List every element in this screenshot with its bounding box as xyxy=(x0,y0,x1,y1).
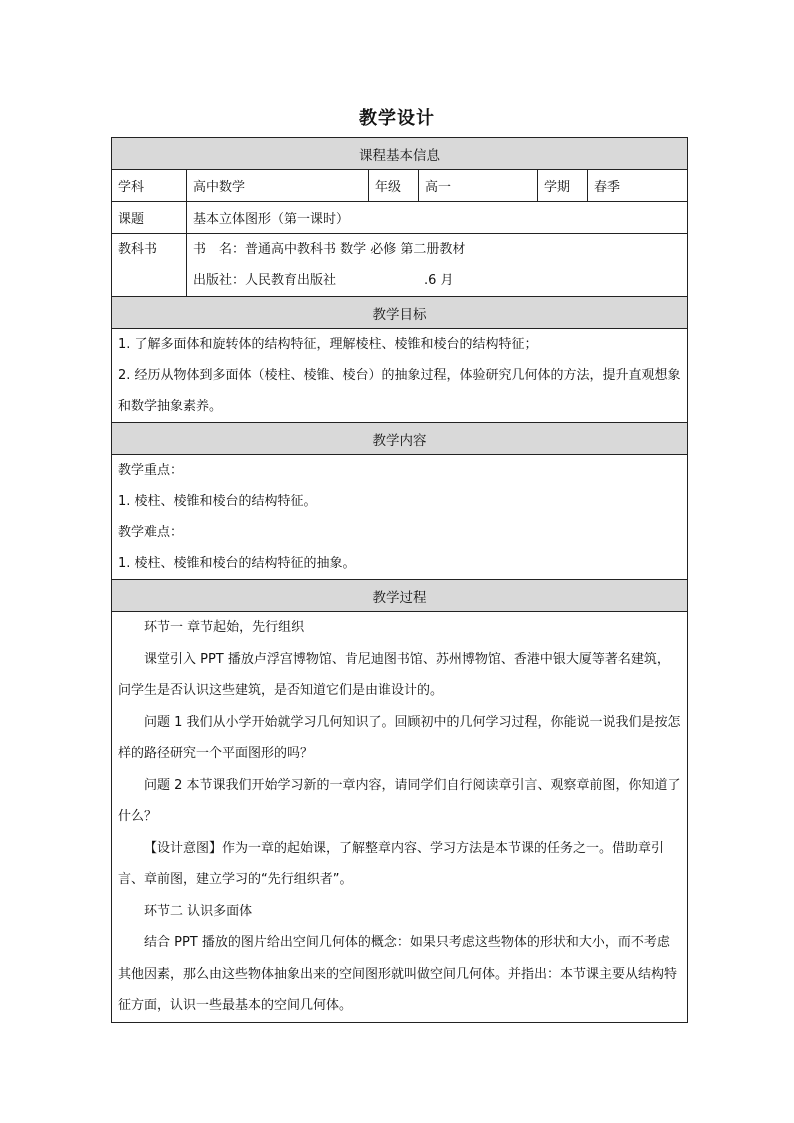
process-paragraph: 结合 PPT 播放的图片给出空间几何体的概念：如果只考虑这些物体的形状和大小，而不考虑其他因素，那么由这些物体抽象出来的空间图形就叫做空间几何体。并指出：本节课主要从结构特征方面，认识一些最基本的空间几何体。 xyxy=(118,935,678,1013)
objectives-header: 教学目标 xyxy=(112,297,688,329)
grade-value: 高一 xyxy=(419,170,538,202)
process-paragraph: 问题 1 我们从小学开始就学习几何知识了。回顾初中的几何学习过程，你能说一说我们是按怎样的路径研究一个平面图形的吗？ xyxy=(118,714,681,761)
lesson-plan-table xyxy=(111,137,688,1023)
publish-month: .6 月 xyxy=(424,273,454,288)
subject-value: 高中数学 xyxy=(187,170,369,202)
key-points-label: 教学重点： xyxy=(118,463,184,478)
textbook-name: 书 名：普通高中教科书 数学 必修 第二册教材 xyxy=(193,242,466,257)
grade-label: 年级 xyxy=(369,170,419,202)
publisher: 出版社：人民教育出版社 xyxy=(193,273,337,288)
textbook-label: 教科书 xyxy=(112,234,187,297)
document-title: 教学设计 xyxy=(359,108,435,129)
process-paragraph: 环节二 认识多面体 xyxy=(144,903,253,919)
topic-value: 基本立体图形（第一课时） xyxy=(187,202,688,234)
difficulty-label: 教学难点： xyxy=(118,525,184,540)
objectives-body xyxy=(112,329,688,423)
process-paragraph: 【设计意图】作为一章的起始课，了解整章内容、学习方法是本节课的任务之一。借助章引言、章前图，建立学习的“先行组织者”。 xyxy=(118,840,665,887)
content-body xyxy=(112,455,688,580)
basic-info-header: 课程基本信息 xyxy=(112,138,688,170)
process-paragraph: 环节一 章节起始，先行组织 xyxy=(144,620,305,635)
textbook-info xyxy=(187,234,688,297)
subject-label: 学科 xyxy=(112,170,187,202)
difficulty-item: 1. 棱柱、棱锥和棱台的结构特征的抽象。 xyxy=(118,556,356,571)
term-label: 学期 xyxy=(538,170,588,202)
topic-label: 课题 xyxy=(112,202,187,234)
key-point-item: 1. 棱柱、棱锥和棱台的结构特征。 xyxy=(118,494,317,509)
process-paragraph: 问题 2 本节课我们开始学习新的一章内容，请同学们自行阅读章引言、观察章前图，你知道了什么？ xyxy=(118,777,681,824)
publisher-line xyxy=(193,265,681,296)
term-value: 春季 xyxy=(588,170,688,202)
content-header: 教学内容 xyxy=(112,423,688,455)
process-body xyxy=(112,612,688,1023)
process-header: 教学过程 xyxy=(112,580,688,612)
objective-item: 2. 经历从物体到多面体（棱柱、棱锥、棱台）的抽象过程，体验研究几何体的方法，提升直观想象和数学抽象素养。 xyxy=(118,368,681,414)
objective-item: 1. 了解多面体和旋转体的结构特征，理解棱柱、棱锥和棱台的结构特征； xyxy=(118,337,538,352)
process-paragraph: 课堂引入 PPT 播放卢浮宫博物馆、肯尼迪图书馆、苏州博物馆、香港中银大厦等著名建筑，问学生是否认识这些建筑，是否知道它们是由谁设计的。 xyxy=(118,651,670,698)
